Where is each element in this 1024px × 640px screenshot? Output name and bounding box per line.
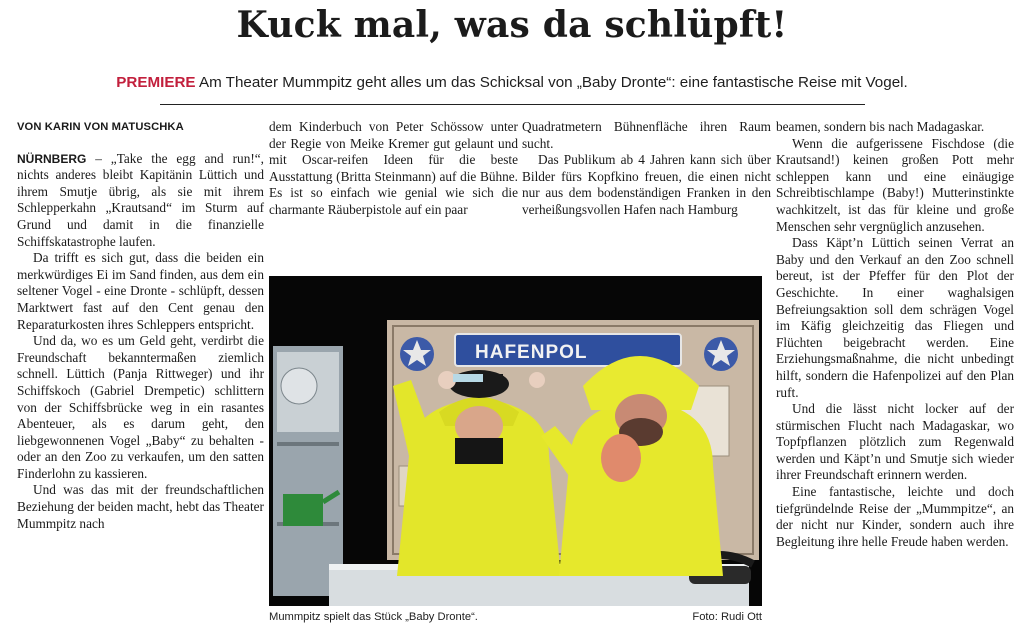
article-column-1 [17,119,264,532]
article-paragraph: Und da, wo es um Geld geht, verdirbt die Freundschaft bekanntermaßen ziemlich schnell. Lüttich (Panja Rittweger) und ihr Schiffskoch (Gabriel Drempetic) schlittern von der Schiffsbrücke weg in ein rasantes Abenteuer, als es darum geht, den liebgewonnenen Vogel „Baby“ zu behalten - oder an den Zoo zu verkaufen, um den satten Finderlohn zu kassieren. [17,333,264,481]
article-paragraph: Wenn die aufgerissene Fischdose (die Krautsand!) keinen großen Pott mehr schleppen kann und eine einäugige Schreibtischlampe (Baby!) Mutterinstinkte wachkitzelt, ist das für kleine und große Menschen sehr vergnüglich anzusehen. [776,135,1014,234]
police-star-icon [704,337,738,371]
harbour-police-sign-text: HAFENPOL [475,342,588,363]
photo-caption [269,611,762,623]
article-paragraph: beamen, sondern bis nach Madagaskar. [776,119,985,134]
article-paragraph: Dass Käpt’n Lüttich seinen Verrat an Baby und den Verkauf an den Zoo schnell bereut, ist der Pfeffer für den Plot der Geschichte. In einer waghalsigen Befreiungsaktion soll dem schrägen Vogel im Käfig gleichzeitig das Fliegen und Flüchten beigebracht werden. Eine Erziehungsmaßnahme, die nicht unbedingt hilft, sondern die Hafenpolizei auf den Plan ruft. [776,235,1014,400]
article-paragraph: Eine fantastische, leichte und doch tiefgründelnde Reise der „Mummpitze“, an der nicht nur Kinder, sondern auch ihre Begleitung ihre helle Freude haben werden. [776,484,1014,549]
article-paragraph: dem Kinderbuch von Peter Schössow unter der Regie von Meike Kremer gut gelaunt und mit Oscar-reifen Ideen für die beste Ausstattung (Britta Steinmann) auf die Bühne. Es ist so einfach wie genial wie sich die charmante Räuberpistole auf ein paar [269,119,518,217]
stage-photo [269,276,762,606]
photo-credit: Foto: Rudi Ott [692,611,762,623]
article-paragraph: Und was das mit der freundschaftlichen Beziehung der beiden macht, hebt das Theater Mummpitz nach [17,482,264,531]
article-column-4 [776,119,1014,550]
headline: Kuck mal, was da schlüpft! [236,4,788,46]
article-paragraph: NÜRNBERG – „Take the egg and run!“, nichts anderes bleibt Kapitänin Lüttich und ihrem Smutje übrig, als sie mit ihrem Schlepperkahn „Krautsand“ im Sturm auf Grund und damit in die finanzielle Schiffskatastrophe laufen. [17,150,264,249]
article-column-3 [522,119,771,219]
photo-caption-text: Mummpitz spielt das Stück „Baby Dronte“. [269,611,478,623]
dateline: NÜRNBERG [17,151,87,166]
headline-rule [160,104,865,105]
article-paragraph: Da trifft es sich gut, dass die beiden ein merkwürdiges Ei im Sand finden, aus dem ein seltener Vogel - eine Dronte - schlüpft, dessen Marktwert fast auf den Cent genau den Reparaturkosten ihres Schleppers entspricht. [17,250,264,332]
byline: VON KARIN VON MATUSCHKA [17,121,184,133]
police-star-icon [400,337,434,371]
subheadline-text: Am Theater Mummpitz geht alles um das Schicksal von „Baby Dronte“: eine fantastische Reise mit Vogel. [198,74,908,91]
article-paragraph: Das Publikum ab 4 Jahren kann sich über Bilder fürs Kopfkino freuen, die einen nicht nur aus dem bodenständigen Franken in den verheißungsvollen Hafen nach Hamburg [522,152,771,217]
article-paragraph: Quadratmetern Bühnenfläche ihren Raum sucht. [522,119,771,151]
article-paragraph: Und die lässt nicht locker auf der stürmischen Flucht nach Madagaskar, wo Topfpflanzen plötzlich zum Regenwald werden und Käpt’n und Smutje sich wieder ihrer Freundschaft erinnern werden. [776,401,1014,483]
kicker-label: PREMIERE [116,74,196,91]
article-column-2 [269,119,518,219]
stage-photo-illustration [269,276,762,606]
subheadline [0,74,1024,91]
